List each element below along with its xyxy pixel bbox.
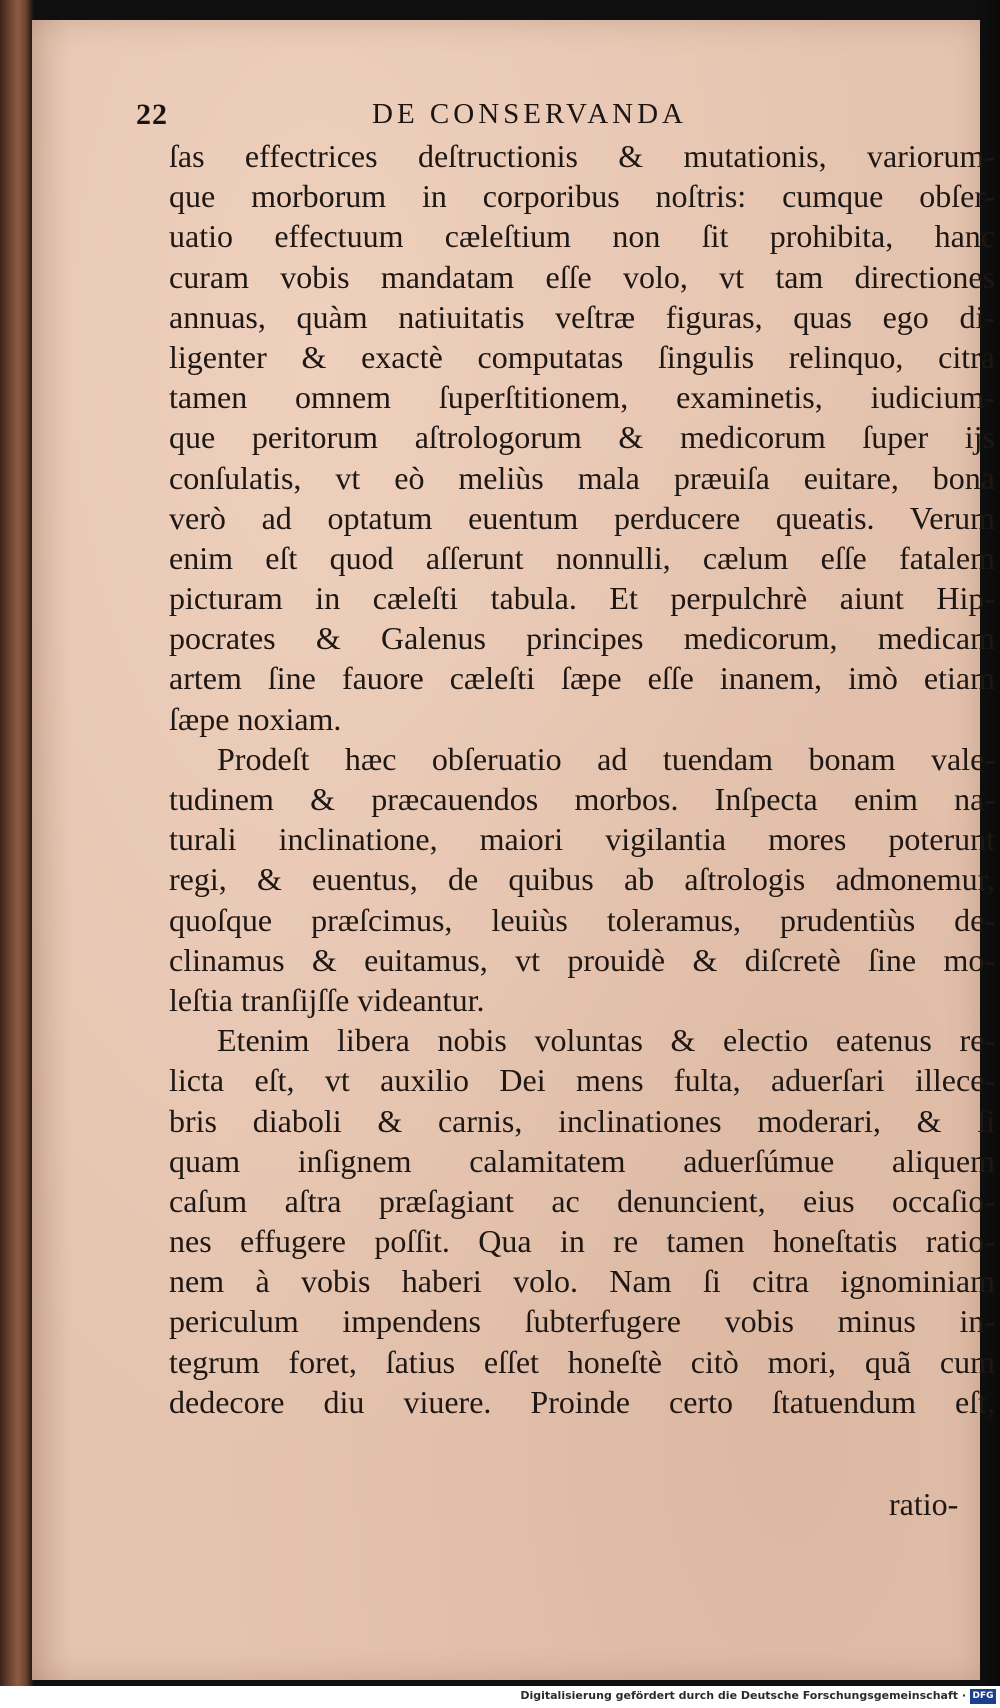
text-line: ſæpe noxiam.	[169, 700, 342, 737]
text-line: Prodeſt hæc obſeruatio ad tuendam bonam vale-	[217, 740, 995, 777]
text-line: dedecore diu viuere. Proinde certo ſtatuendum eſt,	[169, 1383, 995, 1420]
text-line: enim eſt quod aſſerunt nonnulli, cælum eſſe fatalem	[169, 539, 995, 576]
text-line: que peritorum aſtrologorum & medicorum ſuper ijs	[169, 419, 995, 456]
text-line: curam vobis mandatam eſſe volo, vt tam directiones	[169, 258, 995, 295]
text-line: tegrum foret, ſatius eſſet honeſtè citò mori, quã cum	[169, 1343, 995, 1380]
text-line: tamen omnem ſuperſtitionem, examinetis, iudicium-	[169, 379, 995, 416]
text-line: uatio effectuum cæleſtium non ſit prohibita, hanc	[169, 218, 995, 255]
text-line: quoſque præſcimus, leuiùs toleramus, prudentiùs de-	[169, 901, 995, 938]
text-line: nes effugere poſſit. Qua in re tamen honeſtatis ratio-	[169, 1223, 995, 1260]
text-line: conſulatis, vt eò meliùs mala præuiſa euitare, bona	[169, 459, 995, 496]
text-line: artem ſine fauore cæleſti ſæpe eſſe inanem, imò etiam	[169, 660, 995, 697]
text-line: ligenter & exactè computatas ſingulis relinquo, citra	[169, 338, 995, 375]
text-line: nem à vobis haberi volo. Nam ſi citra ignominiam	[169, 1263, 995, 1300]
text-line: periculum impendens ſubterfugere vobis minus in-	[169, 1303, 995, 1340]
text-line: picturam in cæleſti tabula. Et perpulchrè aiunt Hip-	[169, 580, 995, 617]
text-line: Etenim libera nobis voluntas & electio eatenus re-	[217, 1022, 995, 1059]
running-head: DE CONSERVANDA	[372, 98, 687, 130]
text-line: leſtia tranſijſſe videantur.	[169, 981, 485, 1018]
catchword: ratio-	[889, 1486, 959, 1522]
text-line: regi, & euentus, de quibus ab aſtrologis admonemur,	[169, 861, 995, 898]
text-line: turali inclinatione, maiori vigilantia mores poterunt	[169, 821, 995, 858]
text-line: licta eſt, vt auxilio Dei mens fulta, aduerſari illece-	[169, 1062, 995, 1099]
text-line: ſas effectrices deſtructionis & mutationis, variorum-	[169, 138, 995, 174]
dfg-logo: DFG	[970, 1689, 996, 1704]
text-line: annuas, quàm natiuitatis veſtræ figuras, quas ego di-	[169, 298, 995, 335]
text-line: tudinem & præcauendos morbos. Inſpecta enim na-	[169, 781, 995, 817]
text-line: clinamus & euitamus, vt prouidè & diſcretè ſine mo-	[169, 941, 995, 978]
digitization-footer	[0, 1686, 1000, 1708]
funding-credit: Digitalisierung gefördert durch die Deutsche Forschungsgemeinschaft ·	[520, 1689, 966, 1702]
text-line: caſum aſtra præſagiant ac denuncient, eius occaſio-	[169, 1182, 995, 1219]
text-line: verò ad optatum euentum perducere queatis. Verum	[169, 499, 995, 536]
text-line: quam inſignem calamitatem aduerſúmue aliquem	[169, 1142, 995, 1179]
text-line: que morborum in corporibus noſtris: cumque obſer-	[169, 178, 995, 215]
body-text	[169, 136, 995, 1422]
book-page	[32, 20, 995, 1680]
text-line: bris diaboli & carnis, inclinationes moderari, & ſi	[169, 1102, 995, 1139]
page-number: 22	[136, 98, 168, 131]
text-line: pocrates & Galenus principes medicorum, medicam	[169, 620, 995, 657]
